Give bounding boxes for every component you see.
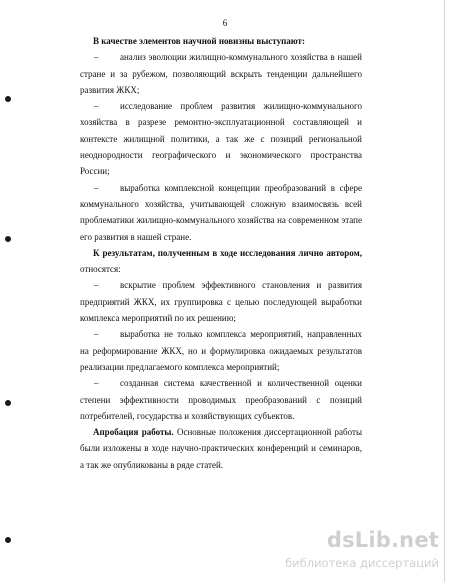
document-body <box>80 33 362 473</box>
section-heading-novelty: В качестве элементов научной новизны выступают: <box>93 36 305 46</box>
list-item: – выработка не только комплекса мероприятий, направленных на реформирование ЖКХ, но и формулировка ожидаемых результатов реализации предлагаемого комплекса мероприятий; <box>80 329 362 372</box>
site-watermark <box>285 528 447 578</box>
list-item: – исследование проблем развития жилищно-коммунального хозяйства в разрезе ремонтно-эксплуатационной составляющей и контексте жилищной политики, а так же с позиций региональной неоднородности географического и экономического пространства России; <box>80 101 362 177</box>
watermark-subtitle: библиотека диссертаций <box>285 556 439 570</box>
list-item: – созданная система качественной и количественной оценки степени эффективности проводимых преобразований с позиций потребителей, государства и хозяйствующих субъектов. <box>80 378 362 421</box>
binding-hole-marker <box>5 400 11 406</box>
approbation-paragraph: Апробация работы. Основные положения диссертационной работы были изложены в ходе научно-практических конференций и семинаров, а так же опубликованы в ряде статей. <box>80 427 362 470</box>
list-item: – анализ эволюции жилищно-коммунального хозяйства в нашей стране и за рубежом, позволяющий вскрыть тенденции дальнейшего развития ЖКХ; <box>80 52 362 95</box>
section-heading-results: К результатам, полученным в ходе исследования лично автором, относятся: <box>80 247 362 275</box>
binding-hole-marker <box>5 236 11 242</box>
list-item: – вскрытие проблем эффективного становления и развития предприятий ЖКХ, их группировка с целью последующей выработки комплекса мероприятий по их решению; <box>80 280 362 324</box>
binding-hole-marker <box>5 537 11 543</box>
list-item: – выработка комплексной концепции преобразований в сфере коммунального хозяйства, учитывающей сложную взаимосвязь всей проблематики жилищно-коммунального хозяйства на современном этапе его развития в нашей стране. <box>80 182 362 242</box>
binding-hole-marker <box>5 96 11 102</box>
page-number: 6 <box>222 18 228 28</box>
page-edge-line <box>444 0 445 582</box>
watermark-logo: dsLib.net <box>326 528 439 552</box>
